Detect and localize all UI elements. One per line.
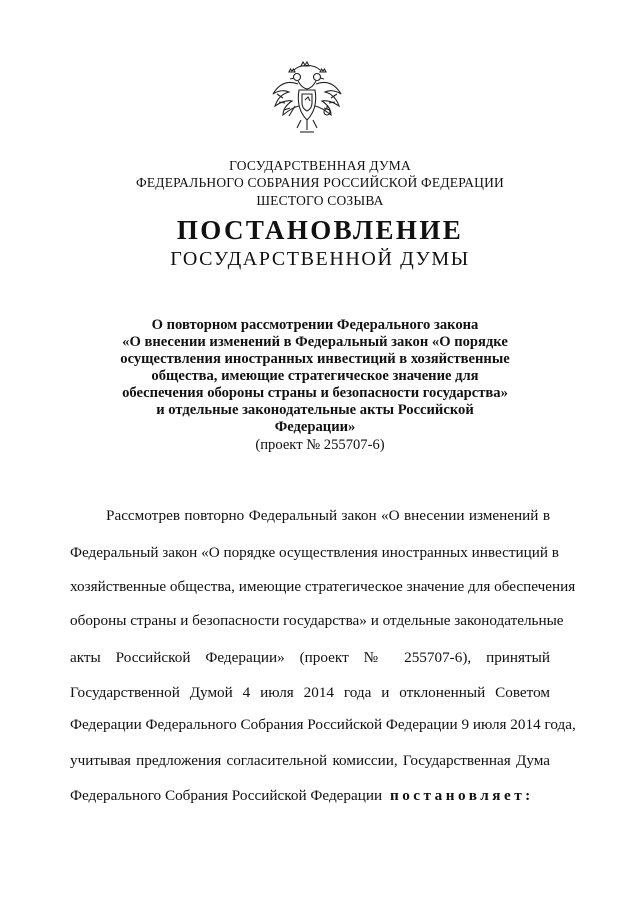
- document-issuer: ГОСУДАРСТВЕННОЙ ДУМЫ: [170, 248, 470, 270]
- document-type-title: ПОСТАНОВЛЕНИЕ: [176, 215, 464, 245]
- body-line: хозяйственные общества, имеющие стратегическое значение для обеспечения: [70, 578, 576, 595]
- russian-coat-of-arms-icon: [267, 60, 349, 140]
- subject-line: «О внесении изменений в Федеральный закон «О порядке: [122, 334, 508, 350]
- subject-line: Федерации»: [274, 419, 356, 435]
- body-line: обороны страны и безопасности государства» и отдельные законодательные: [70, 612, 564, 629]
- subject-line: О повторном рассмотрении Федерального закона: [151, 317, 479, 333]
- body-line: учитывая предложения согласительной комиссии, Государственная Дума: [70, 752, 550, 769]
- subject-line: общества, имеющие стратегическое значение для: [151, 368, 479, 384]
- org-name-line-2: ФЕДЕРАЛЬНОГО СОБРАНИЯ РОССИЙСКОЙ ФЕДЕРАЦИИ: [136, 175, 504, 190]
- body-line: Рассмотрев повторно Федеральный закон «О внесении изменений в: [106, 507, 550, 524]
- subject-block: [100, 317, 530, 436]
- org-name-line-1: ГОСУДАРСТВЕННАЯ ДУМА: [229, 158, 411, 173]
- subject-line: обеспечения обороны страны и безопасности государства»: [122, 385, 508, 401]
- body-line: Федеральный закон «О порядке осуществления иностранных инвестиций в: [70, 544, 559, 561]
- body-line: акты Российской Федерации» (проект № 255707-6), принятый: [70, 649, 550, 666]
- body-final-line: [70, 787, 550, 805]
- body-final-text: Федерального Собрания Российской Федерации: [70, 787, 383, 804]
- body-line: Государственной Думой 4 июля 2014 года и отклоненный Советом: [70, 684, 550, 701]
- body-line: Федерации Федерального Собрания Российской Федерации 9 июля 2014 года,: [70, 716, 576, 733]
- subject-line: осуществления иностранных инвестиций в хозяйственные: [120, 351, 510, 367]
- convocation-line: ШЕСТОГО СОЗЫВА: [256, 193, 384, 208]
- resolution-verb: постановляет:: [389, 787, 534, 804]
- project-number: (проект № 255707-6): [255, 437, 385, 453]
- subject-line: и отдельные законодательные акты Российской: [156, 402, 474, 418]
